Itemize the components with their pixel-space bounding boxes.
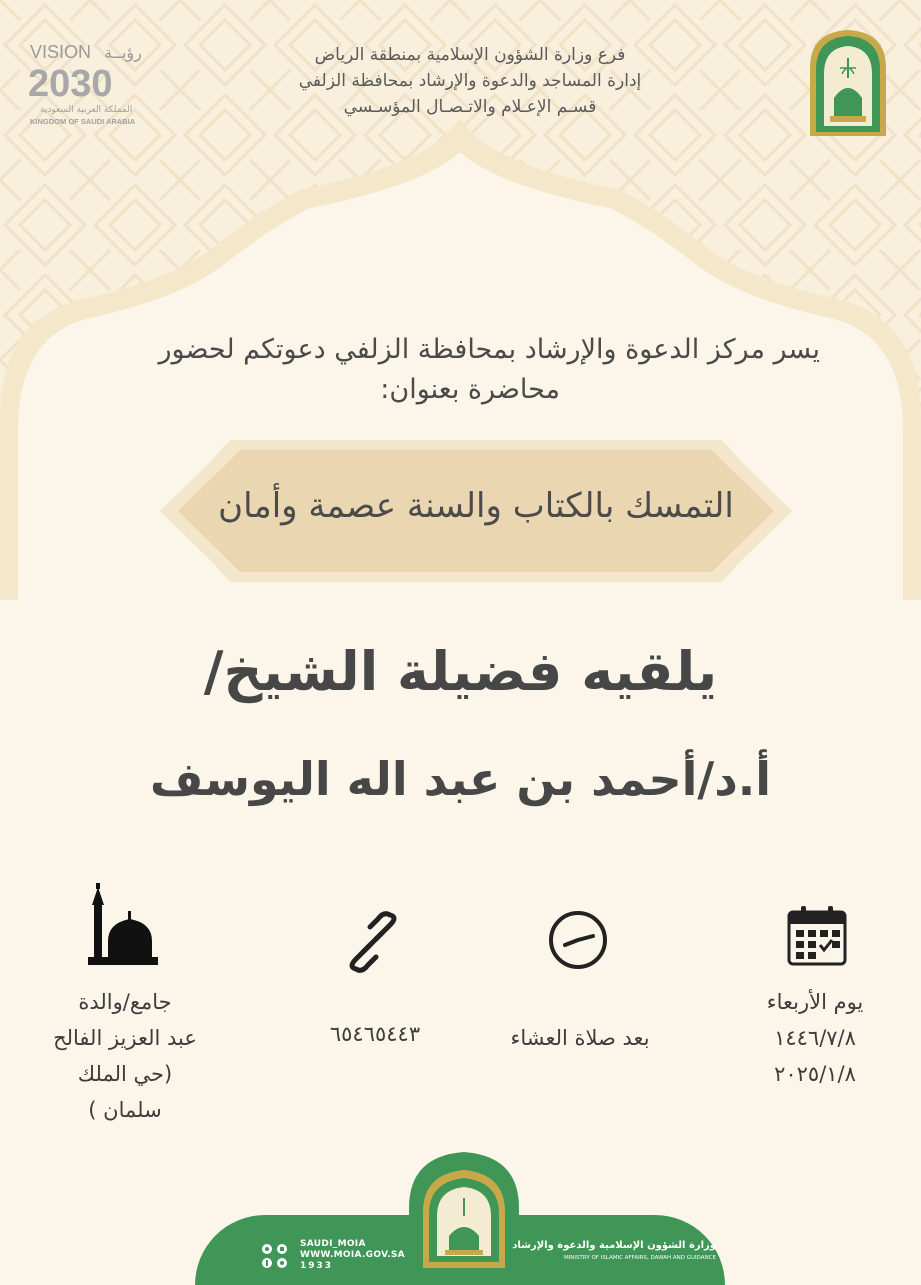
date-info	[730, 984, 900, 1092]
date-day: يوم الأربعاء	[766, 990, 864, 1014]
vision-2030-logo	[22, 38, 162, 128]
footer-contacts	[300, 1239, 405, 1272]
location-line-1: جامع/والدة	[78, 990, 172, 1014]
header-line-department: إدارة المساجد والدعوة والإرشاد بمحافظة الزلفي	[298, 71, 642, 91]
header-line-branch: فرع وزارة الشؤون الإسلامية بمنطقة الرياض	[314, 45, 626, 65]
invitation-text	[60, 330, 820, 410]
social-icons[interactable]	[260, 1243, 290, 1269]
header-block	[250, 42, 690, 120]
mosque-icon	[86, 883, 158, 965]
footer-website[interactable]: WWW.MOIA.GOV.SA	[300, 1250, 405, 1260]
link-icon[interactable]	[342, 911, 404, 973]
lecturer-intro: يلقيه فضيلة الشيخ/	[203, 640, 718, 703]
svg-text:رؤيــة: رؤيــة	[104, 43, 142, 62]
footer-ministry-ar: وزارة الشؤون الإسلامية والدعوة والإرشاد	[512, 1240, 716, 1251]
ministry-logo	[806, 28, 890, 138]
lecture-title: التمسك بالكتاب والسنة عصمة وأمان	[218, 486, 734, 526]
location-info	[30, 984, 220, 1128]
svg-text:VISION: VISION	[30, 42, 92, 62]
location-line-3: (حي الملك	[77, 1062, 173, 1086]
svg-text:المملكة العربية السعودية: المملكة العربية السعودية	[40, 105, 133, 115]
lecturer-name: أ.د/أحمد بن عبد اله اليوسف	[149, 752, 772, 806]
location-line-4: سلمان )	[88, 1098, 162, 1122]
svg-text:2030: 2030	[28, 63, 113, 105]
date-gregorian: ٢٠٢٥/١/٨	[774, 1062, 856, 1086]
footer-ministry-en: MINISTRY OF ISLAMIC AFFAIRS, DAWAH AND GUIDANCE	[563, 1255, 716, 1261]
time-info: بعد صلاة العشاء	[510, 1026, 650, 1050]
date-hijri: ١٤٤٦/٧/٨	[774, 1026, 856, 1050]
clock-icon	[547, 909, 609, 971]
footer-ministry-name	[512, 1240, 716, 1261]
footer-ministry-logo	[405, 1152, 523, 1280]
invitation-line-1: يسر مركز الدعوة والإرشاد بمحافظة الزلفي دعوتكم لحضور	[158, 334, 820, 365]
link-code[interactable]: ٦٥٤٦٥٤٤٣	[329, 1022, 421, 1046]
footer-handle[interactable]: SAUDI_MOIA	[300, 1239, 366, 1249]
footer-number: 1933	[300, 1261, 334, 1271]
invitation-line-2: محاضرة بعنوان:	[380, 374, 560, 405]
calendar-icon	[786, 904, 848, 966]
svg-text:KINGDOM OF SAUDI ARABIA: KINGDOM OF SAUDI ARABIA	[30, 117, 136, 126]
location-line-2: عبد العزيز الفالح	[53, 1026, 197, 1050]
header-line-media: قسـم الإعـلام والاتـصـال المؤسـسي	[343, 97, 597, 117]
